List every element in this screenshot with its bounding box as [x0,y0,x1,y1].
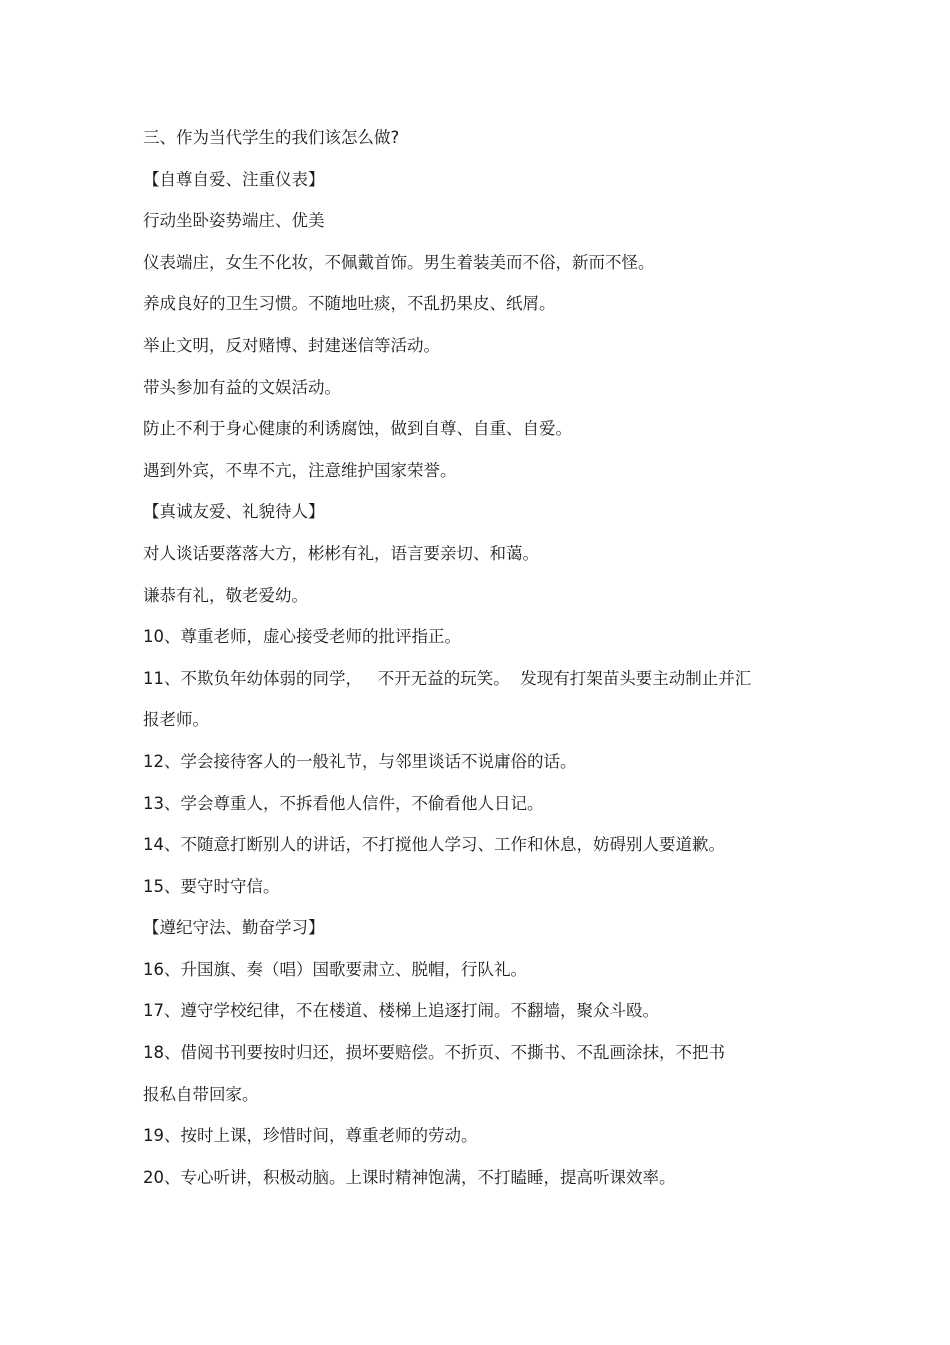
subsection-heading: 【真诚友爱、礼貌待人】 [143,502,325,522]
text-line: 遇到外宾，不卑不亢，注意维护国家荣誉。 [143,460,457,480]
subsection-heading: 【自尊自爱、注重仪表】 [143,169,325,189]
numbered-item-continuation: 报老师。 [143,710,209,730]
text-line: 养成良好的卫生习惯。不随地吐痰，不乱扔果皮、纸屑。 [143,294,556,314]
numbered-item: 13、学会尊重人，不拆看他人信件，不偷看他人日记。 [143,793,544,813]
numbered-item: 19、按时上课，珍惜时间，尊重老师的劳动。 [143,1126,478,1146]
document-body [143,128,803,1209]
text-line: 带头参加有益的文娱活动。 [143,377,341,397]
numbered-item-continuation: 报私自带回家。 [143,1084,259,1104]
numbered-item: 12、学会接待客人的一般礼节，与邻里谈话不说庸俗的话。 [143,751,577,771]
numbered-item: 11、不欺负年幼体弱的同学， 不开无益的玩笑。 发现有打架苗头要主动制止并汇 [143,668,752,688]
text-line: 仪表端庄，女生不化妆，不佩戴首饰。男生着装美而不俗，新而不怪。 [143,252,655,272]
numbered-item: 16、升国旗、奏（唱）国歌要肃立、脱帽，行队礼。 [143,959,527,979]
numbered-item: 10、尊重老师，虚心接受老师的批评指正。 [143,627,461,647]
text-line: 行动坐卧姿势端庄、优美 [143,211,325,231]
text-line: 防止不利于身心健康的利诱腐蚀，做到自尊、自重、自爱。 [143,419,572,439]
text-line: 谦恭有礼，敬老爱幼。 [143,585,308,605]
subsection-heading: 【遵纪守法、勤奋学习】 [143,918,325,938]
numbered-item: 20、专心听讲，积极动脑。上课时精神饱满，不打瞌睡，提高听课效率。 [143,1167,676,1187]
text-line: 举止文明，反对赌博、封建迷信等活动。 [143,335,440,355]
numbered-item: 17、遵守学校纪律，不在楼道、楼梯上追逐打闹。不翻墙，聚众斗殴。 [143,1001,659,1021]
section-heading: 三、作为当代学生的我们该怎么做? [143,128,400,147]
numbered-item: 14、不随意打断别人的讲话，不打搅他人学习、工作和休息，妨碍别人要道歉。 [143,835,725,855]
text-line: 对人谈话要落落大方，彬彬有礼，语言要亲切、和蔼。 [143,543,539,563]
numbered-item: 18、借阅书刊要按时归还，损坏要赔偿。不折页、不撕书、不乱画涂抹，不把书 [143,1043,725,1063]
numbered-item: 15、要守时守信。 [143,876,280,896]
